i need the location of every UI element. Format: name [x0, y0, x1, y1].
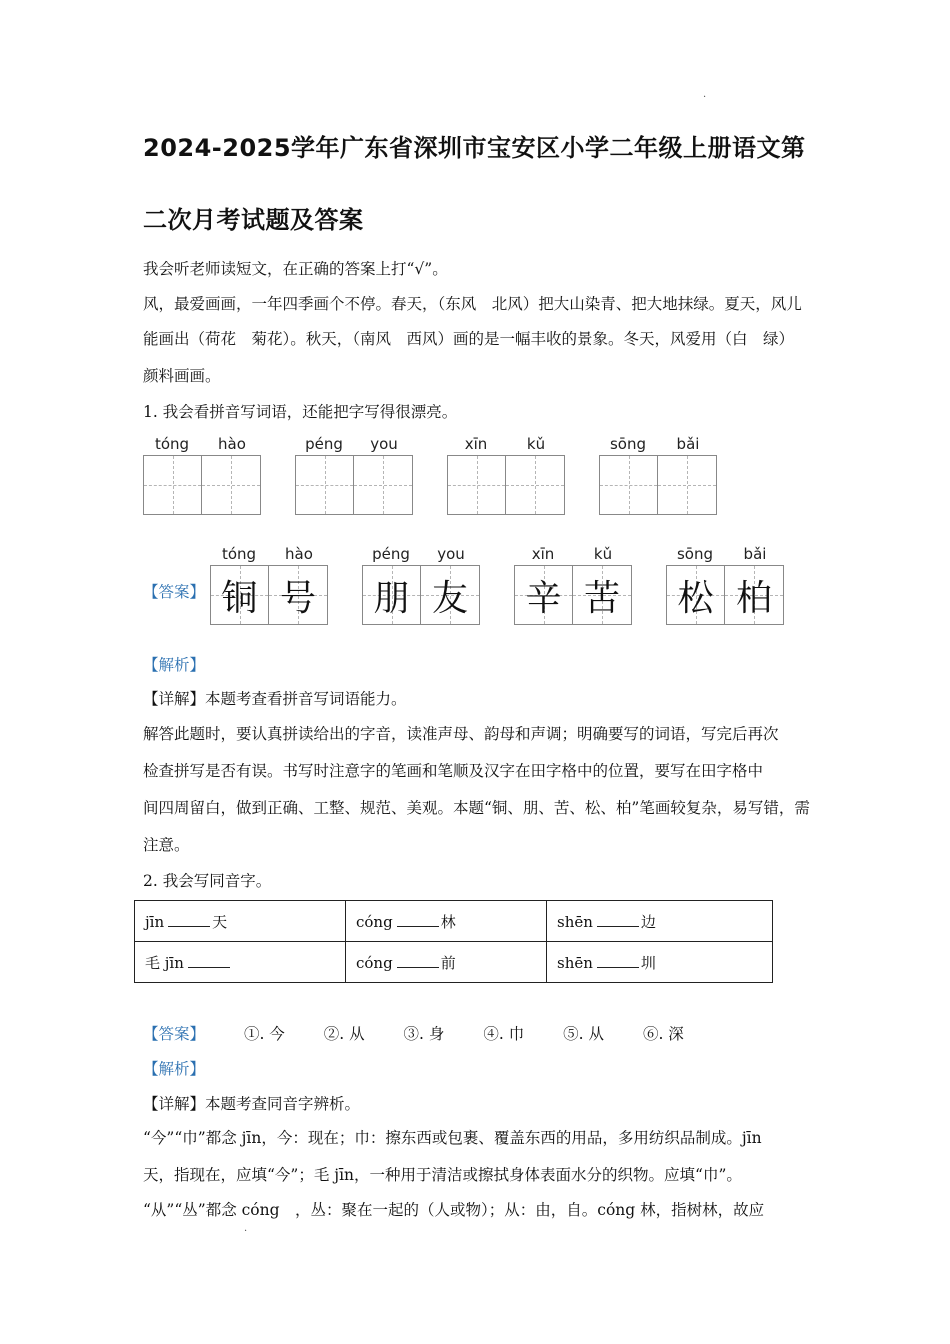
tianzige-box-2 [295, 455, 413, 515]
passage-line-2: 能画出（荷花 菊花）。秋天，（南风 西风）画的是一幅丰收的景象。冬天，风爱用（白 绿） [143, 330, 795, 348]
table-cell [547, 901, 773, 942]
q2-heading: 2. 我会写同音字。 [143, 872, 272, 890]
tianzige-cell [573, 566, 631, 624]
tianzige-box-4 [599, 455, 717, 515]
pinyin: bǎi [743, 545, 767, 563]
passage-line-1: 风，最爱画画，一年四季画个不停。春天，（东风 北风）把大山染青、把大地抹绿。夏天，风儿 [143, 295, 802, 313]
answer-tianzige-4 [666, 565, 784, 625]
tianzige-cell [515, 566, 573, 624]
answer-blank[interactable] [597, 955, 639, 968]
homophone-table [134, 900, 773, 983]
pinyin: you [437, 545, 465, 563]
answer-blank[interactable] [597, 914, 639, 927]
pinyin: bǎi [676, 435, 700, 453]
q1-answer-label: 【答案】 [143, 583, 206, 601]
answer-blank[interactable] [397, 914, 439, 927]
tianzige-cell [421, 566, 479, 624]
answer-tianzige-1 [210, 565, 328, 625]
tianzige-cell [725, 566, 783, 624]
page-title-line2: 二次月考试题及答案 [143, 206, 364, 234]
answer-blank[interactable] [168, 914, 210, 927]
answer-character: 友 [431, 577, 468, 619]
q2-analysis-label: 【解析】 [143, 1060, 206, 1078]
q1-heading: 1. 我会看拼音写词语，还能把字写得很漂亮。 [143, 403, 458, 421]
answer-item: ⑤. 从 [563, 1025, 604, 1043]
table-cell [346, 901, 547, 942]
tianzige-cell [363, 566, 421, 624]
cell-suffix: 林 [440, 912, 456, 931]
table-cell [547, 942, 773, 983]
cell-suffix: 边 [640, 912, 656, 931]
table-row [135, 901, 773, 942]
table-cell [135, 942, 346, 983]
q1-analysis-label: 【解析】 [143, 656, 206, 674]
pinyin: kǔ [526, 435, 546, 453]
pinyin: you [370, 435, 398, 453]
pinyin: sōng [609, 435, 647, 453]
answer-character: 铜 [221, 577, 258, 619]
answer-character: 号 [279, 577, 316, 619]
cell-suffix: 圳 [640, 953, 656, 972]
q2-detail-line-3: 天，指现在，应填“今”；毛 jīn，一种用于清洁或擦拭身体表面水分的织物。应填“巾”。 [143, 1166, 742, 1184]
q2-detail-line-1: 【详解】本题考查同音字辨析。 [143, 1095, 361, 1113]
pinyin: hào [285, 545, 313, 563]
table-row [135, 942, 773, 983]
page-mark-bottom: · [244, 1226, 248, 1237]
q2-detail-line-2: “今”“巾”都念 jīn，今：现在；巾：擦东西或包裹、覆盖东西的用品，多用纺织品制成。jīn [143, 1129, 762, 1147]
answer-item: ②. 从 [323, 1025, 365, 1043]
tianzige-cell [269, 566, 327, 624]
pinyin: xīn [531, 545, 555, 563]
answer-tianzige-2 [362, 565, 480, 625]
listening-instruction: 我会听老师读短文，在正确的答案上打“√”。 [143, 260, 448, 278]
pinyin: péng [372, 545, 410, 563]
q2-answer-label: 【答案】 [143, 1025, 206, 1043]
answer-item: ⑥. 深 [642, 1025, 684, 1043]
q2-detail-line-4: “从”“丛”都念 cóng ，丛：聚在一起的（人或物）；从：由，自。cóng 林，指树林，故应 [143, 1201, 765, 1219]
q1-detail-line-2: 解答此题时，要认真拼读给出的字音，读准声母、韵母和声调；明确要写的词语，写完后再次 [143, 725, 779, 743]
pinyin: hào [218, 435, 246, 453]
q2-answer-row [143, 1024, 684, 1044]
page-mark-top: · [703, 92, 707, 103]
cell-pinyin: 毛 jīn [145, 953, 184, 972]
answer-item: ①. 今 [243, 1025, 285, 1043]
tianzige-cell [448, 456, 506, 514]
pinyin: sōng [676, 545, 714, 563]
passage-line-3: 颜料画画。 [143, 367, 221, 385]
cell-suffix: 天 [212, 912, 228, 931]
answer-item: ④. 巾 [483, 1025, 525, 1043]
tianzige-cell [667, 566, 725, 624]
answer-character: 柏 [735, 577, 772, 619]
answer-character: 辛 [525, 577, 562, 619]
cell-pinyin: shēn [557, 953, 593, 972]
pinyin: xīn [464, 435, 488, 453]
answer-blank[interactable] [397, 955, 439, 968]
tianzige-cell [211, 566, 269, 624]
answer-item: ③. 身 [403, 1025, 445, 1043]
pinyin: kǔ [593, 545, 613, 563]
tianzige-cell [202, 456, 260, 514]
q1-detail-line-1: 【详解】本题考查看拼音写词语能力。 [143, 690, 407, 708]
q1-detail-line-5: 注意。 [143, 836, 190, 854]
cell-pinyin: shēn [557, 912, 593, 931]
table-cell [135, 901, 346, 942]
tianzige-cell [658, 456, 716, 514]
tianzige-box-1 [143, 455, 261, 515]
page-title-line1: 2024-2025学年广东省深圳市宝安区小学二年级上册语文第 [143, 134, 806, 162]
answer-tianzige-3 [514, 565, 632, 625]
answer-character: 朋 [373, 577, 410, 619]
tianzige-cell [144, 456, 202, 514]
cell-pinyin: cóng [356, 912, 393, 931]
answer-character: 苦 [583, 577, 620, 619]
tianzige-cell [600, 456, 658, 514]
table-cell [346, 942, 547, 983]
cell-suffix: 前 [440, 953, 456, 972]
tianzige-cell [354, 456, 412, 514]
pinyin: tóng [154, 435, 190, 453]
pinyin: tóng [221, 545, 257, 563]
answer-blank[interactable] [188, 955, 230, 968]
cell-pinyin: jīn [145, 912, 165, 931]
q1-detail-line-3: 检查拼写是否有误。书写时注意字的笔画和笔顺及汉字在田字格中的位置，要写在田字格中 [143, 762, 764, 780]
tianzige-cell [296, 456, 354, 514]
pinyin: péng [305, 435, 343, 453]
cell-pinyin: cóng [356, 953, 393, 972]
q1-detail-line-4: 间四周留白，做到正确、工整、规范、美观。本题“铜、朋、苦、松、柏”笔画较复杂，易写错，需 [143, 799, 810, 817]
answer-character: 松 [677, 577, 714, 619]
tianzige-box-3 [447, 455, 565, 515]
tianzige-cell [506, 456, 564, 514]
